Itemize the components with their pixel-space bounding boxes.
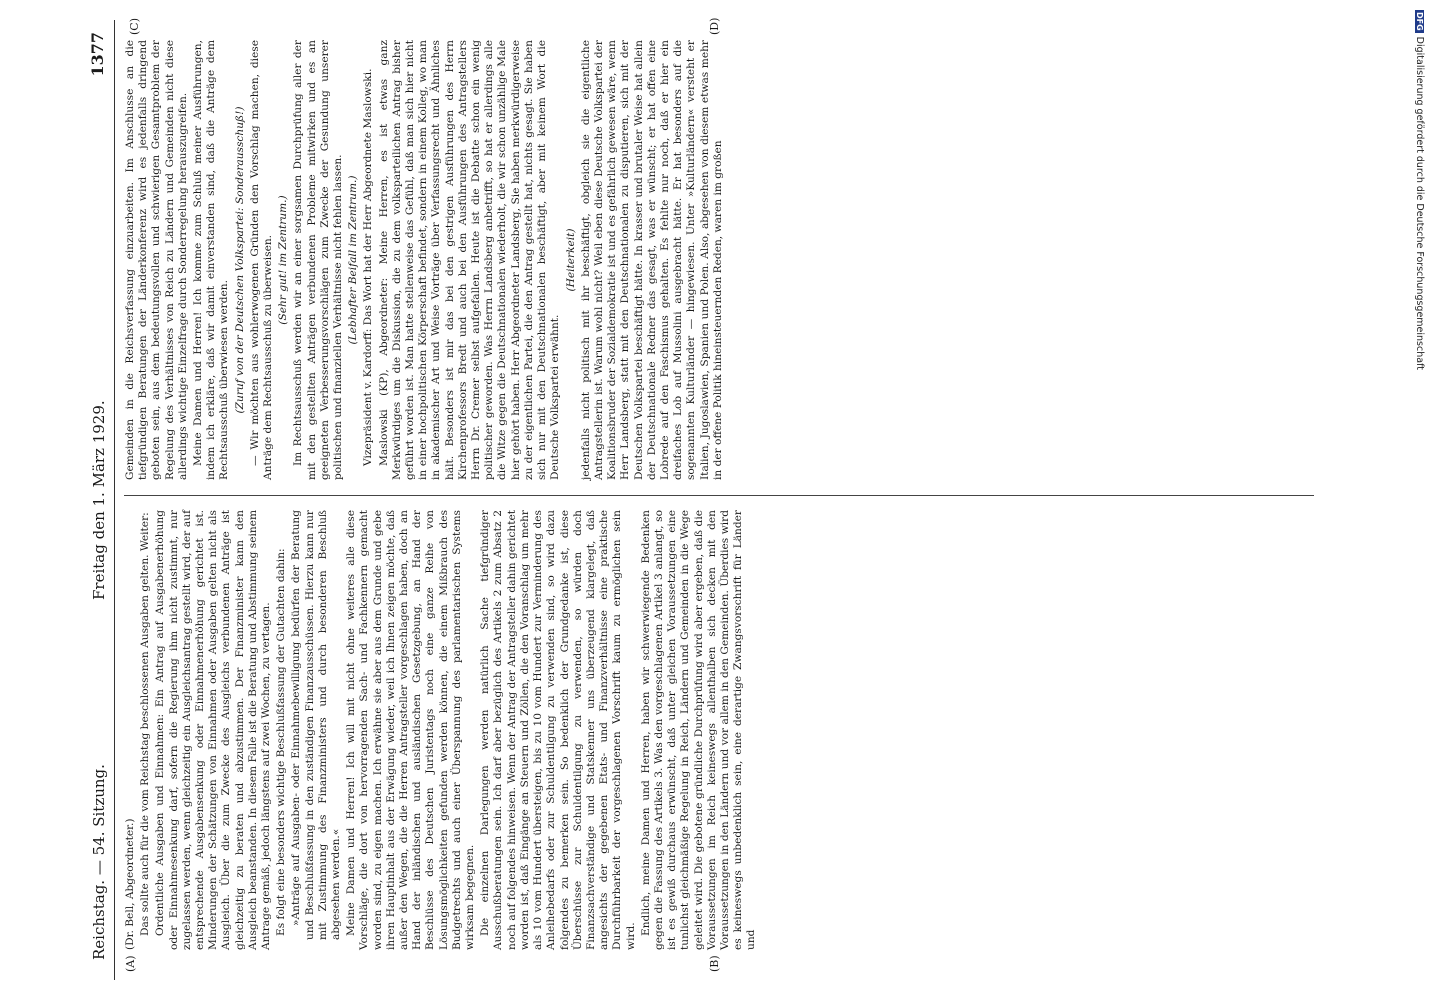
right-column-paragraph: jedenfalls nicht politisch mit ihr beschäftigt, obgleich sie die eigentliche Antragstellerin ist. Warum wohl nicht? Weil eben diese Deutsche Volkspartei der Koalitionsbruder der Sozialdemokratie ist und es gefährlich gewesen wäre, wenn Herr Landsberg, statt mit den Deutschnationalen zu disputieren, sich mit der Deutschen Volkspartei beschäftigt hätte. In krasser und brutaler Weise hat allein der Deutschnationale Redner das gesagt, was er wünscht; er hat offen eine Lobrede auf den Faschismus gehalten. Es fehlte nur noch, daß er hier ein dreifaches Lob auf Mussolini ausgebracht hätte. Er hat besonders auf die sogenannten Kulturländer — hingewiesen. Unter »Kulturländern« versteht er Italien, Jugoslawien, Spanien und Polen. Also, abgesehen von diesem etwas mehr in der offene Politik hineinsteuernden Reden, waren im großen [579, 40, 724, 480]
page-number: 1377 [88, 32, 107, 77]
right-column-paragraph: — Wir möchten aus wohlerwogenen Gründen den Vorschlag machen, diese Anträge dem Rechtsausschuß zu überweisen. [248, 40, 275, 480]
left-column [124, 510, 1314, 950]
right-column-paragraph: Maslowski (KP), Abgeordneter: Meine Herren, es ist etwas ganz Merkwürdiges um die Diskussion, die zu dem volksparteilichen Antrag bisher geführt worden ist. Man hatte stellenweise das Gefühl, daß man sich hier nicht in einer hochpolitischen Körperschaft befindet, sondern in einem Kolleg, wo man in akademischer Art und Weise Vorträge über Verfassungsrecht und Ähnliches hält. Besonders ist mir das bei den gestrigen Ausführungen des Herrn Kirchenprofessors Bredt und auch bei den Ausführungen des Antragstellers Herrn Dr. Cremer selbst aufgefallen. Heute ist die Debatte schon ein wenig politischer geworden. Was Herrn Landsberg anbetrifft, so hat er allerdings alle die Witze gegen die Deutschnationalen wiederholt, die wir schon unzählige Male hier gehört haben. Herr Abgeordneter Landsberg, Sie haben merkwürdigerweise zu der eigentlichen Partei, die den Antrag gestellt hat, nichts gesagt. Sie haben sich nur mit den Deutschnationalen beschäftigt, aber mit keinem Wort die Deutsche Volkspartei erwähnt. [377, 40, 562, 480]
header-rule [114, 20, 115, 980]
right-column-paragraph: (Zuruf von der Deutschen Volkspartei: Sonderausschuß!) [233, 106, 246, 414]
right-column-paragraph: Im Rechtsausschuß werden wir an einer sorgsamen Durchprüfung aller der mit den gestellten Anträgen verbundenen Probleme mitwirken und es an geeigneten Verbesserungsvorschlägen zum Zwecke der Gesundung unserer politischen und finanziellen Verhältnisse nicht fehlen lassen. [292, 40, 345, 480]
right-column-paragraph: Meine Damen und Herren! Ich komme zum Schluß meiner Ausführungen, indem ich erkläre, daß wir damit einverstanden sind, daß die Anträge dem Rechtsausschuß überwiesen werden. [192, 40, 231, 480]
right-column [124, 40, 1314, 480]
left-column-paragraph: »Anträge auf Ausgaben- oder Einnahmebewilligung bedürfen der Beratung und Beschlußfassung in den zuständigen Finanzausschüssen. Hierzu kann nur mit Zustimmung des Finanzministers und durch besonderen Beschluß abgesehen werden.« [290, 510, 343, 940]
right-column-paragraph: (Lebhafter Beifall im Zentrum.) [347, 175, 360, 345]
left-column-paragraph: Die einzelnen Darlegungen werden natürlich Sache tiefgründiger Ausschußberatungen sein. Ich darf aber bezüglich des Artikels 2 zum Absatz 2 noch auf folgendes hinweisen. Wenn der Antrag der Antragsteller dahin gerichtet worden ist, daß Eingänge an Steuern und Zöllen, die den Voranschlag um mehr als 10 vom Hundert übersteigen, bis zu 10 vom Hundert zur Verminderung des Anleihebedarfs oder zur Schuldentilgung zu verwenden sind, so wird dazu folgendes zu bemerken sein. So bedenklich der Grundgedanke ist, diese Überschüsse zur Schuldentilgung zu verwenden, so würden doch Finanzsachverständige und Statskenner uns überzeugend klargelegt, daß angesichts der gegebenen Etats- und Finanzverhältnisse eine praktische Durchführbarkeit der vorgeschlagenen Vorschrift kaum zu ermöglichen sein wird. [479, 510, 637, 950]
margin-marker-c: (C) [128, 18, 141, 35]
margin-marker-b: (B) [708, 955, 721, 972]
header-center: Freitag den 1. März 1929. [90, 400, 108, 600]
left-column-paragraph: Endlich, meine Damen und Herren, haben wir schwerwiegende Bedenken gegen die Fassung des Artikels 3. Was den vorgeschlagenen Artikel 3 anlangt, so ist es gewiß durchaus erwünscht, daß unter gleichen Voraussetzungen eine tunlichst gleichmäßige Regelung in Reich, Ländern und Gemeinden in die Wege geleitet wird. Die gebotene gründliche Durchprüfung wird aber ergeben, daß die Voraussetzungen im Reich keineswegs allenthalben sich decken mit den Voraussetzungen in den Ländern und vor allem in den Gemeinden. Überdies wird es keineswegs unbedenklich sein, eine derartige Zwangsvorschrift für Länder und [639, 510, 758, 950]
left-column-paragraph: Es folgt eine besonders wichtige Beschlußfassung der Gutachten dahin: [275, 548, 288, 936]
right-column-paragraph: (Sehr gut! im Zentrum.) [277, 195, 290, 325]
column-divider [124, 495, 1314, 496]
running-header [88, 20, 114, 980]
left-column-paragraph: Ordentliche Ausgaben und Einnahmen: Ein Antrag auf Ausgabenerhöhung oder Einnahmesenkung darf, sofern die Regierung ihm nicht zustimmt, nur zugelassen werden, wenn gleichzeitig ein Ausgleichsantrag gestellt wird, der auf entsprechende Ausgabensenkung oder Einnahmenerhöhung gerichtet ist. Minderungen der Schätzungen von Einnahmen oder Ausgaben gelten nicht als Ausgleich. Über die zum Zwecke des Ausgleichs verbundenen Anträge ist gleichzeitig zu beraten und abzustimmen. Der Finanzminister kann den Ausgleich beanstanden. In diesem Falle ist die Beratung und Abstimmung seinem Antrage gemäß, jedoch längstens auf zwei Wochen, zu vertagen. [154, 510, 273, 950]
margin-marker-a: (A) [124, 955, 137, 972]
margin-marker-d: (D) [708, 17, 721, 35]
page-content [88, 17, 1328, 980]
dfg-logo: DFG [1415, 12, 1424, 31]
right-column-paragraph: Gemeinden in die Reichsverfassung einzuarbeiten. Im Anschlusse an die tiefgründigen Beratungen der Länderkonferenz wird es jedenfalls dringend geboten sein, aus dem bedeutungsvollen und schwierigen Gesamtproblem der Regelung des Verhältnisses von Reich zu Ländern und Gemeinden nicht diese allerdings wichtige Einzelfrage durch Sonderregelung herauszugreifen. [124, 40, 189, 480]
right-column-paragraph: (Heiterkeit) [564, 228, 577, 292]
credit-text: Digitalisierung gefördert durch die Deutsche Forschungsgemeinschaft [1414, 36, 1425, 370]
right-column-paragraph: Vizepräsident v. Kardorff: Das Wort hat der Herr Abgeordnete Maslowski. [362, 68, 375, 466]
header-left: Reichstag. — 54. Sitzung. [90, 764, 108, 960]
left-column-paragraph: (Dr. Bell, Abgeordneter.) [124, 818, 136, 950]
digitization-credit [1413, 10, 1425, 710]
left-column-paragraph: Das sollte auch für die vom Reichstag beschlossenen Ausgaben gelten. Weiter: [139, 512, 152, 936]
left-column-paragraph: Meine Damen und Herren! Ich will mit nicht ohne weiteres alle diese Vorschläge, die dort von hervorragenden Sach- und Fachkennern gemacht worden sind, zu eigen machen. Ich erwähne sie aber aus dem Grunde und gebe ihren Hauptinhalt aus der Erwägung wieder, weil ich Ihnen zeigen möchte, daß außer den Wegen, die die Herren Antragsteller vorgeschlagen haben, doch an Hand der inländischen und ausländischen Gesetzgebung, an Hand der Beschlüsse des Deutschen Juristentags noch eine ganze Reihe von Lösungsmöglichkeiten gefunden werden können, die einem Mißbrauch des Budgetrechts und auch einer Überspannung des parlamentarischen Systems wirksam begegnen. [345, 510, 477, 950]
